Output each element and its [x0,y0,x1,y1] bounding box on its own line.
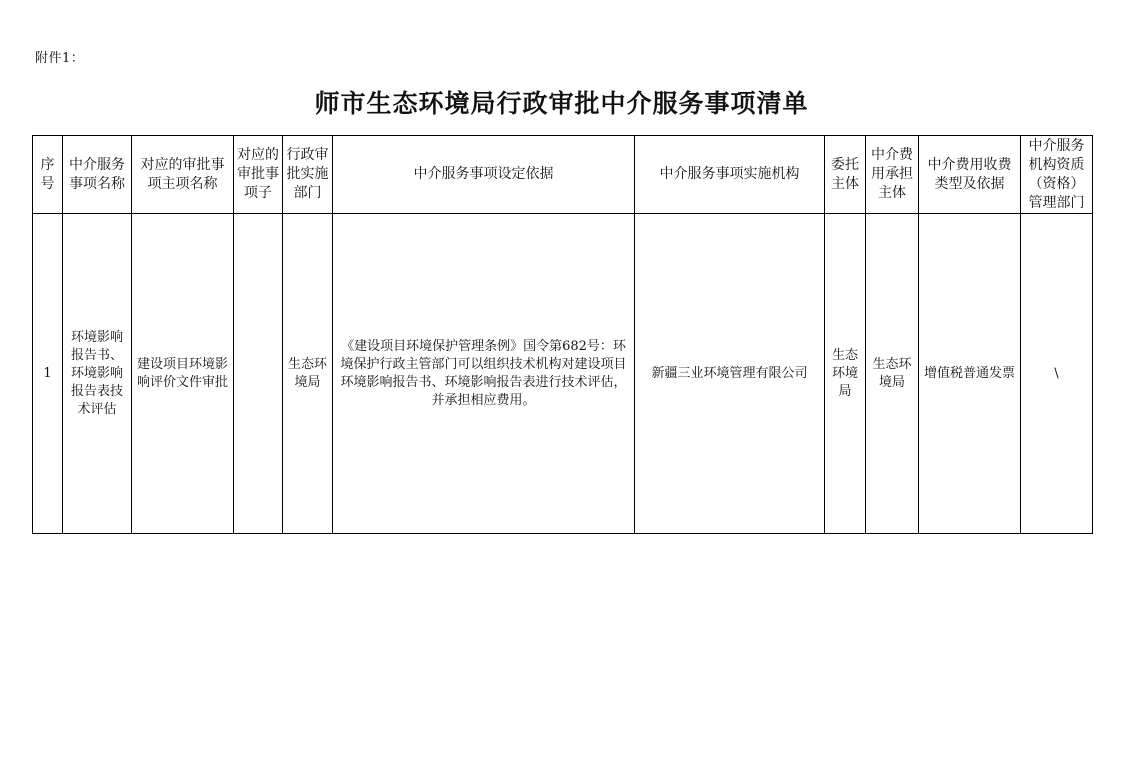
cell-qualification-department: \ [1021,214,1093,534]
table-row [33,214,1093,534]
header-implementing-agency: 中介服务事项实施机构 [635,136,825,214]
header-approval-sub-item: 对应的审批事项子 [234,136,283,214]
header-service-item-name: 中介服务事项名称 [63,136,132,214]
header-qualification-department: 中介服务机构资质（资格）管理部门 [1021,136,1093,214]
cell-fee-bearer: 生态环境局 [866,214,919,534]
header-commissioning-party: 委托主体 [825,136,866,214]
cell-implementing-agency: 新疆三业环境管理有限公司 [635,214,825,534]
document-title: 师市生态环境局行政审批中介服务事项清单 [314,89,809,118]
header-approval-main-item: 对应的审批事项主项名称 [132,136,234,214]
cell-legal-basis: 《建设项目环境保护管理条例》国令第682号：环境保护行政主管部门可以组织技术机构对建设项目环境影响报告书、环境影响报告表进行技术评估，并承担相应费用。 [333,214,635,534]
cell-approval-main-item: 建设项目环境影响评价文件审批 [132,214,234,534]
cell-fee-type: 增值税普通发票 [919,214,1021,534]
service-items-table [32,135,1093,534]
cell-service-item-name: 环境影响报告书、环境影响报告表技术评估 [63,214,132,534]
table-header-row [33,136,1093,214]
header-implementing-department: 行政审批实施部门 [283,136,333,214]
cell-implementing-department: 生态环境局 [283,214,333,534]
header-legal-basis: 中介服务事项设定依据 [333,136,635,214]
cell-commissioning-party: 生态环境局 [825,214,866,534]
header-fee-bearer: 中介费用承担主体 [866,136,919,214]
cell-approval-sub-item [234,214,283,534]
header-index: 序号 [33,136,63,214]
attachment-label: 附件1： [35,51,85,66]
header-fee-type: 中介费用收费类型及依据 [919,136,1021,214]
cell-index: 1 [33,214,63,534]
